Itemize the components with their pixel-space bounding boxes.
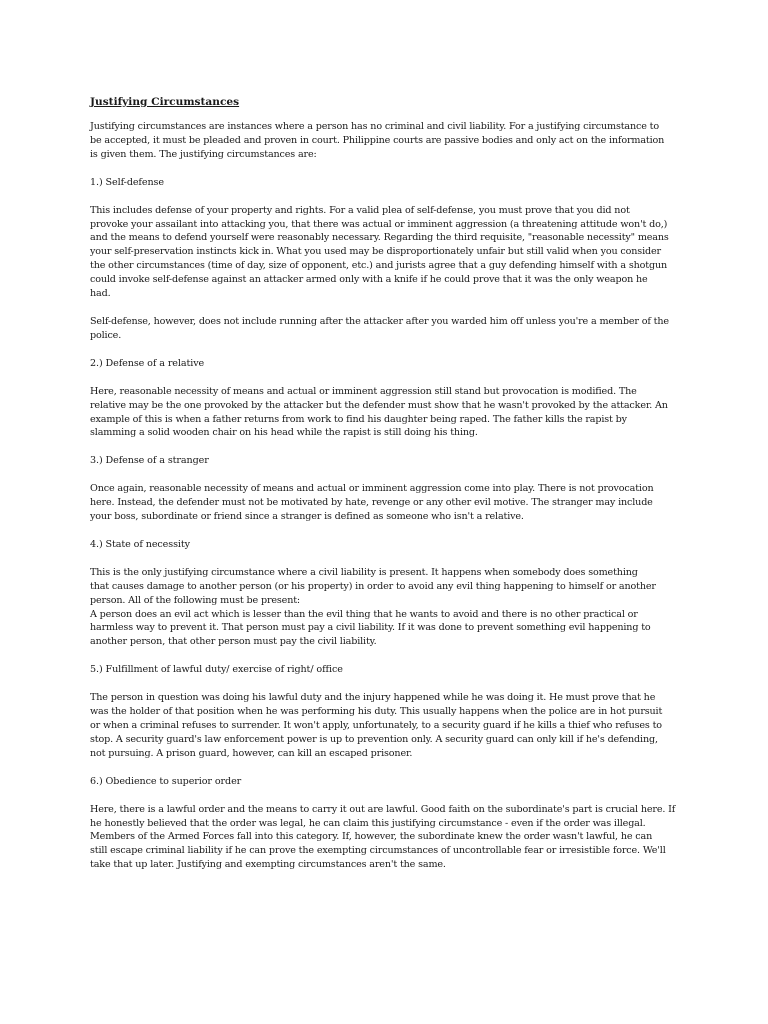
section-paragraph: Once again, reasonable necessity of means and actual or imminent aggression come into play. There is not provocation here. Instead, the defender must not be motivated by hate, revenge or any other evil motive. The stranger may include your boss, subordinate or friend since a stranger is defined as someone who isn't a relative. [90,483,654,523]
section-heading-self-defense: 1.) Self-defense [90,176,164,188]
section-paragraph: A person does an evil act which is lesser than the evil thing that he wants to avoid and there is no other practical or harmless way to prevent it. That person must pay a civil liability. If it was done to prevent something evil happening to another person, that other person must pay the civil liability. [90,608,651,648]
section-paragraph: Here, reasonable necessity of means and actual or imminent aggression still stand but provocation is modified. The relative may be the one provoked by the attacker but the defender must show that he wasn't provoked by the attacker. An example of this is when a father returns from work to find his daughter being raped. The father kills the rapist by slamming a solid wooden chair on his head while the rapist is still doing his thing. [90,385,668,439]
section-paragraph: Self-defense, however, does not include running after the attacker after you warded him off unless you're a member of the police. [90,315,669,341]
section-heading-state-of-necessity: 4.) State of necessity [90,538,190,550]
section-paragraph: The person in question was doing his lawful duty and the injury happened while he was doing it. He must prove that he was the holder of that position when he was performing his duty. This usually happens when the police are in hot pursuit or when a criminal refuses to surrender. It won't apply, unfortunately, to a security guard if he kills a thief who refuses to stop. A security guard's law enforcement power is up to prevention only. A security guard can only kill if he's defending, not pursuing. A prison guard, however, can kill an escaped prisoner. [90,692,663,759]
section-paragraph: This includes defense of your property and rights. For a valid plea of self-defense, you must prove that you did not provoke your assailant into attacking you, that there was actual or imminent aggression (a threatening attitude won't do,) and the means to defend yourself were reasonably necessary. Regarding the third requisite, "reasonable necessity" means your self-preservation instincts kick in. What you used may be disproportionately unfair but still valid when you consider the other circumstances (time of day, size of opponent, etc.) and jurists agree that a guy defending himself with a shotgun could invoke self-defense against an attacker armed only with a knife if he could prove that it was the only weapon he had. [90,204,669,300]
section-heading-defense-of-stranger: 3.) Defense of a stranger [90,455,209,467]
document-page [90,95,682,886]
document-title: Justifying Circumstances [90,96,240,108]
section-paragraph: Here, there is a lawful order and the means to carry it out are lawful. Good faith on the subordinate's part is crucial here. If he honestly believed that the order was legal, he can claim this justifying circumstance - even if the order was illegal. Members of the Armed Forces fall into this category. If, however, the subordinate knew the order wasn't lawful, he can still escape criminal liability if he can prove the exempting circumstances of uncontrollable fear or irresistible force. We'll take that up later. Justifying and exempting circumstances aren't the same. [90,803,676,871]
section-paragraph: This is the only justifying circumstance where a civil liability is present. It happens when somebody does something that causes damage to another person (or his property) in order to avoid any evil thing happening to himself or another person. All of the following must be present: [90,566,656,606]
intro-paragraph: Justifying circumstances are instances where a person has no criminal and civil liability. For a justifying circumstance to be accepted, it must be pleaded and proven in court. Philippine courts are passive bodies and only act on the information is given them. The justifying circumstances are: [90,121,665,160]
section-heading-obedience-to-order: 6.) Obedience to superior order [90,775,242,787]
section-heading-defense-of-relative: 2.) Defense of a relative [90,357,205,369]
section-heading-fulfillment-of-duty: 5.) Fulfillment of lawful duty/ exercise of right/ office [90,664,343,676]
